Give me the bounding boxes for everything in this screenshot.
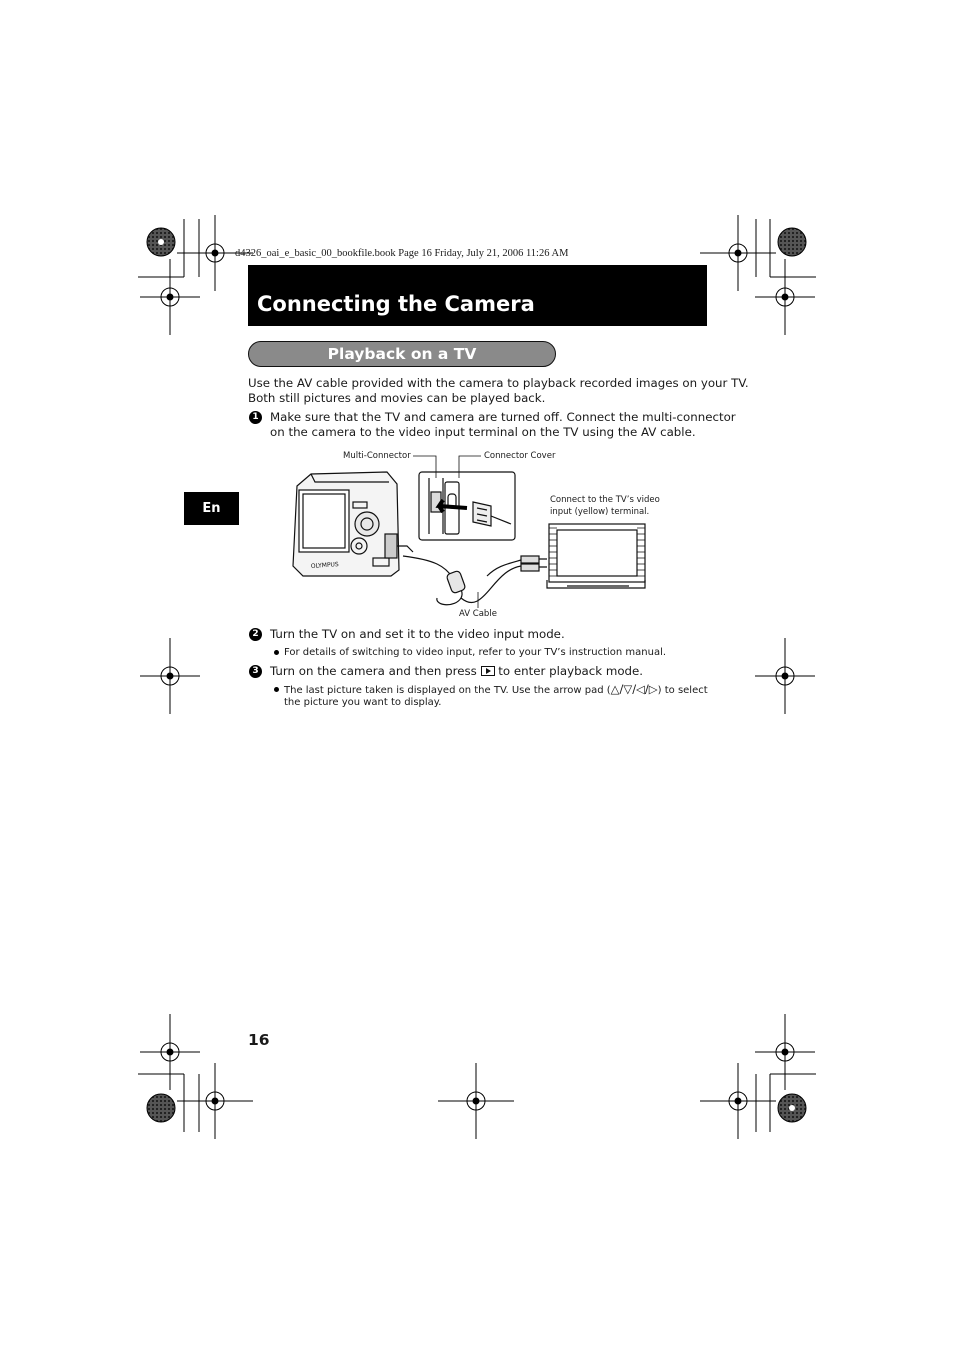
step-2-badge: 2 (249, 628, 262, 641)
step-1-badge: 1 (249, 411, 262, 424)
label-tv-note-line-2: input (yellow) terminal. (550, 507, 650, 517)
step-3-bullet-text-after: ) to select (657, 685, 708, 696)
svg-text:OLYMPUS: OLYMPUS (310, 561, 340, 570)
playback-button-icon (481, 666, 495, 676)
step-3-text-before: Turn on the camera and then press (270, 664, 477, 678)
section-title: Playback on a TV (327, 345, 477, 363)
step-3-bullet-line-2: the picture you want to display. (284, 697, 442, 708)
step-2-line-1: Turn the TV on and set it to the video input mode. (270, 627, 565, 641)
camera-tv-connection-diagram (285, 448, 665, 623)
step-3-line-1 (270, 664, 643, 679)
step-3-bullet-text-before: The last picture taken is displayed on the TV. Use the arrow pad ( (284, 685, 611, 696)
intro-line-1: Use the AV cable provided with the camera to playback recorded images on your TV. (248, 376, 749, 390)
label-av-cable: AV Cable (459, 609, 497, 619)
page-number: 16 (248, 1031, 270, 1049)
step-3-text-after: to enter playback mode. (498, 664, 644, 678)
step-3-bullet-1 (284, 683, 708, 697)
chapter-title-bar (248, 265, 707, 326)
arrow-pad-icons: △/▽/◁/▷ (610, 682, 658, 696)
section-heading-pill (248, 341, 556, 367)
chapter-title: Connecting the Camera (257, 292, 535, 316)
step-3-badge: 3 (249, 665, 262, 678)
label-multi-connector: Multi-Connector (343, 451, 411, 461)
language-tab: En (184, 492, 239, 525)
intro-line-2: Both still pictures and movies can be played back. (248, 391, 546, 405)
label-tv-note-line-1: Connect to the TV’s video (550, 495, 660, 505)
bullet-dot (274, 650, 279, 655)
step-1-line-2: on the camera to the video input terminal on the TV using the AV cable. (270, 425, 696, 439)
label-connector-cover: Connector Cover (484, 451, 556, 461)
file-header-line: d4326_oai_e_basic_00_bookfile.book Page 16 Friday, July 21, 2006 11:26 AM (235, 248, 569, 259)
step-1-line-1: Make sure that the TV and camera are turned off. Connect the multi-connector (270, 410, 736, 424)
step-2-bullet-1: For details of switching to video input, refer to your TV’s instruction manual. (284, 647, 667, 658)
bullet-dot (274, 687, 279, 692)
